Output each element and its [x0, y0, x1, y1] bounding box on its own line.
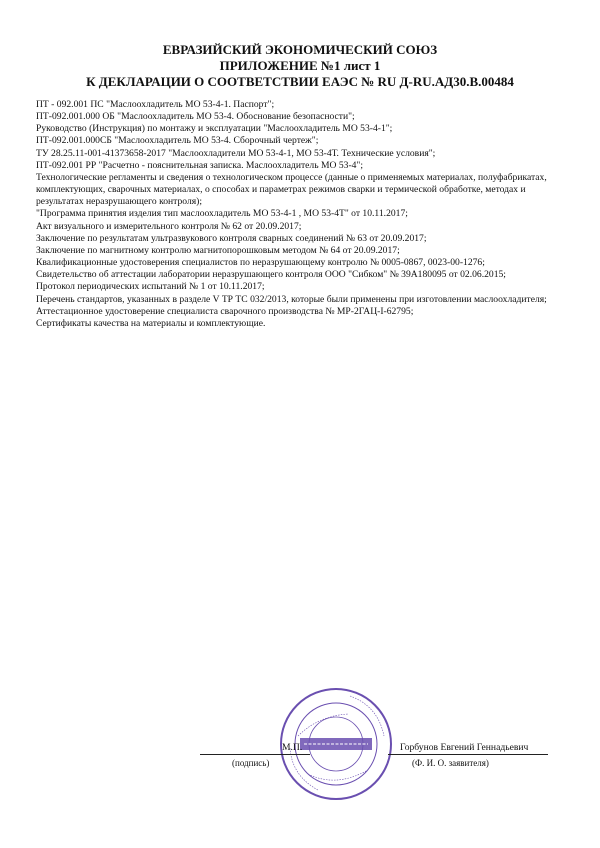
- list-item: Квалификационные удостоверения специалистов по неразрушающему контролю № 0005-0867, 0023-00-1276;: [36, 257, 485, 269]
- list-item: ПТ-092.001 РР "Расчетно - пояснительная записка. Маслоохладитель МО 53-4";: [36, 159, 364, 171]
- list-item: Перечень стандартов, указанных в разделе V ТР ТС 032/2013, которые были применены при изготовлении маслоохладителя;: [36, 293, 547, 305]
- signature-caption: (подпись): [232, 758, 270, 768]
- list-item: Технологические регламенты и сведения о технологическом процессе (данные о применяемых материалах, полуфабрикатах, комплектующих, сварочных материалах, о способах и параметрах режимов сварки и термической обработке, методах и результатах неразрушающего контроля);: [36, 171, 547, 208]
- list-item: ПТ - 092.001 ПС "Маслоохладитель МО 53-4-1. Паспорт";: [36, 99, 275, 110]
- list-item: Протокол периодических испытаний № 1 от 10.11.2017;: [36, 281, 265, 293]
- list-item: Акт визуального и измерительного контроля № 62 от 20.09.2017;: [36, 220, 302, 232]
- list-item: ПТ-092.001.000СБ "Маслоохладитель МО 53-4. Сборочный чертеж";: [36, 135, 319, 147]
- header-declaration: К ДЕКЛАРАЦИИ О СООТВЕТСТВИИ ЕАЭС № RU Д-RU.АД30.В.00484: [86, 74, 514, 89]
- applicant-name: Горбунов Евгений Геннадьевич: [400, 742, 529, 753]
- list-item: Аттестационное удостоверение специалиста сварочного производства № МР-2ГАЦ-I-62795;: [36, 305, 414, 317]
- list-item: ПТ-092.001.000 ОБ "Маслоохладитель МО 53-4. Обоснование безопасности";: [36, 111, 355, 123]
- seal-place-label: М.П.: [282, 742, 303, 753]
- list-item: Сертификаты качества на материалы и комплектующие.: [36, 317, 266, 329]
- list-item: ТУ 28.25.11-001-41373658-2017 "Маслоохладители МО 53-4-1, МО 53-4Т. Технические условия";: [36, 147, 436, 159]
- document-list: [36, 99, 566, 330]
- list-item: Заключение по магнитному контролю магнитопорошковым методом № 64 от 20.09.2017;: [36, 244, 400, 256]
- list-item: Свидетельство об аттестации лаборатории неразрушающего контроля ООО "Сибком" № 39А180095 от 02.06.2015;: [36, 269, 506, 281]
- signature-line: [200, 754, 310, 755]
- list-item: "Программа принятия изделия тип маслоохладитель МО 53-4-1 , МО 53-4Т" от 10.11.2017;: [36, 208, 408, 220]
- header-union-title: ЕВРАЗИЙСКИЙ ЭКОНОМИЧЕСКИЙ СОЮЗ: [162, 42, 438, 57]
- header-appendix: ПРИЛОЖЕНИЕ №1 лист 1: [219, 58, 381, 73]
- list-item: Заключение по результатам ультразвукового контроля сварных соединений № 63 от 20.09.2017;: [36, 232, 427, 244]
- name-caption: (Ф. И. О. заявителя): [412, 758, 489, 768]
- list-item: Руководство (Инструкция) по монтажу и эксплуатации "Маслоохладитель МО 53-4-1";: [36, 123, 393, 135]
- document-header: [0, 42, 600, 90]
- name-line: [388, 754, 548, 755]
